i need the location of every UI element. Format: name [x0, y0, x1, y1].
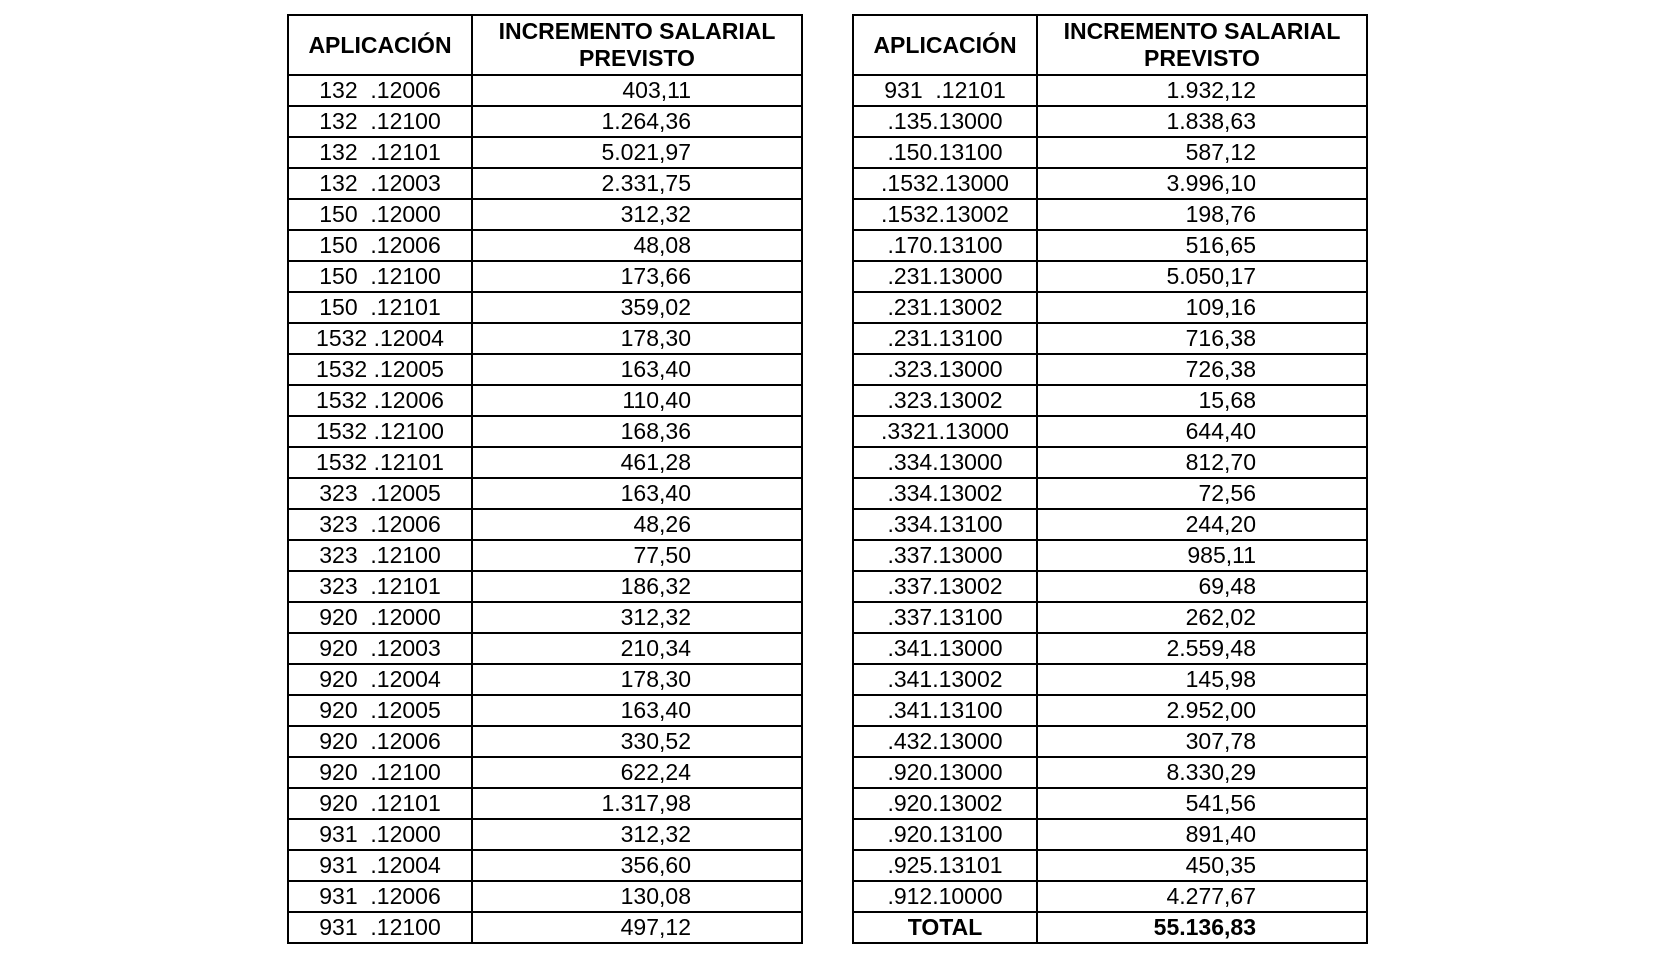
column-header-incremento: INCREMENTO SALARIAL PREVISTO	[472, 15, 802, 75]
table-row	[853, 168, 1367, 199]
aplicacion-cell: .334.13002	[853, 478, 1037, 509]
aplicacion-cell: .3321.13000	[853, 416, 1037, 447]
aplicacion-cell: .920.13100	[853, 819, 1037, 850]
table-row	[288, 602, 802, 633]
incremento-cell: 622,24	[472, 757, 802, 788]
aplicacion-cell: .337.13100	[853, 602, 1037, 633]
table-row	[288, 106, 802, 137]
table-row	[853, 75, 1367, 106]
incremento-cell: 145,98	[1037, 664, 1367, 695]
table-row	[288, 757, 802, 788]
table-row	[288, 819, 802, 850]
incremento-cell: 163,40	[472, 478, 802, 509]
table-row	[288, 447, 802, 478]
incremento-cell: 244,20	[1037, 509, 1367, 540]
table-row	[853, 106, 1367, 137]
table-row	[853, 695, 1367, 726]
aplicacion-cell: .231.13002	[853, 292, 1037, 323]
incremento-cell: 163,40	[472, 354, 802, 385]
table-row	[288, 354, 802, 385]
table-row	[288, 912, 802, 943]
incremento-cell: 1.838,63	[1037, 106, 1367, 137]
table-header-row	[288, 15, 802, 75]
table-row	[853, 199, 1367, 230]
table-row	[288, 633, 802, 664]
incremento-cell: 1.317,98	[472, 788, 802, 819]
table-row	[853, 261, 1367, 292]
aplicacion-cell: .323.13000	[853, 354, 1037, 385]
incremento-cell: 186,32	[472, 571, 802, 602]
aplicacion-cell: 1532 .12100	[288, 416, 472, 447]
incremento-cell: 541,56	[1037, 788, 1367, 819]
table-row	[288, 168, 802, 199]
incremento-cell: 2.559,48	[1037, 633, 1367, 664]
incremento-cell: 198,76	[1037, 199, 1367, 230]
aplicacion-cell: 920 .12006	[288, 726, 472, 757]
aplicacion-cell: .1532.13000	[853, 168, 1037, 199]
aplicacion-cell: 931 .12100	[288, 912, 472, 943]
aplicacion-cell: .337.13002	[853, 571, 1037, 602]
aplicacion-cell: .150.13100	[853, 137, 1037, 168]
incremento-cell: 8.330,29	[1037, 757, 1367, 788]
aplicacion-cell: 1532 .12101	[288, 447, 472, 478]
aplicacion-cell: 150 .12000	[288, 199, 472, 230]
incremento-cell: 359,02	[472, 292, 802, 323]
aplicacion-cell: 323 .12100	[288, 540, 472, 571]
aplicacion-cell: 920 .12101	[288, 788, 472, 819]
incremento-cell: 497,12	[472, 912, 802, 943]
incremento-cell: 173,66	[472, 261, 802, 292]
aplicacion-cell: 323 .12005	[288, 478, 472, 509]
incremento-cell: 726,38	[1037, 354, 1367, 385]
table-row	[853, 137, 1367, 168]
aplicacion-cell: .337.13000	[853, 540, 1037, 571]
aplicacion-cell: .1532.13002	[853, 199, 1037, 230]
aplicacion-cell: 323 .12101	[288, 571, 472, 602]
table-row	[288, 75, 802, 106]
table-row	[288, 850, 802, 881]
table-row	[853, 819, 1367, 850]
incremento-cell: 110,40	[472, 385, 802, 416]
table-row	[853, 726, 1367, 757]
aplicacion-cell: 1532 .12004	[288, 323, 472, 354]
incremento-cell: 262,02	[1037, 602, 1367, 633]
incremento-cell: 716,38	[1037, 323, 1367, 354]
aplicacion-cell: .912.10000	[853, 881, 1037, 912]
aplicacion-cell: .334.13000	[853, 447, 1037, 478]
aplicacion-cell: .231.13000	[853, 261, 1037, 292]
table-row	[853, 788, 1367, 819]
aplicacion-cell: 931 .12006	[288, 881, 472, 912]
aplicacion-cell: 931 .12101	[853, 75, 1037, 106]
incremento-cell: 77,50	[472, 540, 802, 571]
aplicacion-cell: .135.13000	[853, 106, 1037, 137]
incremento-cell: 985,11	[1037, 540, 1367, 571]
aplicacion-cell: .334.13100	[853, 509, 1037, 540]
aplicacion-cell: .432.13000	[853, 726, 1037, 757]
table-row	[288, 292, 802, 323]
aplicacion-cell: 920 .12000	[288, 602, 472, 633]
table-header-row	[853, 15, 1367, 75]
table-row	[288, 199, 802, 230]
incremento-cell: 812,70	[1037, 447, 1367, 478]
table-row	[288, 664, 802, 695]
salary-increase-table-right	[852, 14, 1368, 944]
table-row	[288, 509, 802, 540]
table-row	[853, 416, 1367, 447]
aplicacion-cell: .341.13000	[853, 633, 1037, 664]
table-row	[853, 540, 1367, 571]
incremento-cell: 516,65	[1037, 230, 1367, 261]
column-header-aplicacion: APLICACIÓN	[288, 15, 472, 75]
incremento-cell: 109,16	[1037, 292, 1367, 323]
table-row	[853, 602, 1367, 633]
table-row	[288, 416, 802, 447]
table-row	[853, 571, 1367, 602]
incremento-cell: 644,40	[1037, 416, 1367, 447]
aplicacion-cell: .323.13002	[853, 385, 1037, 416]
aplicacion-cell: 920 .12004	[288, 664, 472, 695]
table-row	[288, 478, 802, 509]
aplicacion-cell: .920.13000	[853, 757, 1037, 788]
incremento-cell: 312,32	[472, 199, 802, 230]
aplicacion-cell: 150 .12006	[288, 230, 472, 261]
table-row	[853, 354, 1367, 385]
incremento-cell: 48,08	[472, 230, 802, 261]
incremento-cell: 891,40	[1037, 819, 1367, 850]
incremento-cell: 5.050,17	[1037, 261, 1367, 292]
incremento-cell: 330,52	[472, 726, 802, 757]
table-row	[288, 230, 802, 261]
table-row	[288, 385, 802, 416]
aplicacion-cell: 920 .12100	[288, 757, 472, 788]
incremento-cell: 356,60	[472, 850, 802, 881]
incremento-cell: 1.264,36	[472, 106, 802, 137]
aplicacion-cell: 1532 .12006	[288, 385, 472, 416]
aplicacion-cell: 150 .12100	[288, 261, 472, 292]
table-row	[853, 230, 1367, 261]
incremento-cell: 4.277,67	[1037, 881, 1367, 912]
table-row	[853, 385, 1367, 416]
aplicacion-cell: 920 .12003	[288, 633, 472, 664]
incremento-cell: 48,26	[472, 509, 802, 540]
aplicacion-cell: 132 .12006	[288, 75, 472, 106]
column-header-aplicacion: APLICACIÓN	[853, 15, 1037, 75]
table-row	[853, 881, 1367, 912]
table-row	[853, 850, 1367, 881]
aplicacion-cell: .341.13002	[853, 664, 1037, 695]
incremento-cell: 2.331,75	[472, 168, 802, 199]
aplicacion-cell: 132 .12100	[288, 106, 472, 137]
table-row	[853, 292, 1367, 323]
table-row	[288, 137, 802, 168]
table-row	[288, 323, 802, 354]
incremento-cell: 312,32	[472, 819, 802, 850]
incremento-cell: 178,30	[472, 664, 802, 695]
incremento-cell: 587,12	[1037, 137, 1367, 168]
incremento-cell: 1.932,12	[1037, 75, 1367, 106]
incremento-cell: 168,36	[472, 416, 802, 447]
total-label: TOTAL	[853, 912, 1037, 943]
incremento-cell: 69,48	[1037, 571, 1367, 602]
aplicacion-cell: 931 .12000	[288, 819, 472, 850]
aplicacion-cell: 1532 .12005	[288, 354, 472, 385]
table-row	[853, 757, 1367, 788]
table-row	[288, 540, 802, 571]
aplicacion-cell: 132 .12101	[288, 137, 472, 168]
aplicacion-cell: 931 .12004	[288, 850, 472, 881]
table-row	[288, 695, 802, 726]
table-row	[853, 633, 1367, 664]
incremento-cell: 210,34	[472, 633, 802, 664]
salary-increase-table-left	[287, 14, 803, 944]
incremento-cell: 312,32	[472, 602, 802, 633]
aplicacion-cell: 132 .12003	[288, 168, 472, 199]
aplicacion-cell: .920.13002	[853, 788, 1037, 819]
incremento-cell: 3.996,10	[1037, 168, 1367, 199]
column-header-incremento: INCREMENTO SALARIAL PREVISTO	[1037, 15, 1367, 75]
incremento-cell: 307,78	[1037, 726, 1367, 757]
incremento-cell: 163,40	[472, 695, 802, 726]
aplicacion-cell: 150 .12101	[288, 292, 472, 323]
table-row	[288, 571, 802, 602]
incremento-cell: 403,11	[472, 75, 802, 106]
incremento-cell: 15,68	[1037, 385, 1367, 416]
incremento-cell: 178,30	[472, 323, 802, 354]
total-value: 55.136,83	[1037, 912, 1367, 943]
aplicacion-cell: 920 .12005	[288, 695, 472, 726]
table-row	[853, 509, 1367, 540]
incremento-cell: 5.021,97	[472, 137, 802, 168]
incremento-cell: 72,56	[1037, 478, 1367, 509]
table-row	[853, 478, 1367, 509]
aplicacion-cell: .170.13100	[853, 230, 1037, 261]
aplicacion-cell: .925.13101	[853, 850, 1037, 881]
table-row	[288, 261, 802, 292]
aplicacion-cell: .341.13100	[853, 695, 1037, 726]
incremento-cell: 2.952,00	[1037, 695, 1367, 726]
table-row	[288, 881, 802, 912]
table-row	[853, 447, 1367, 478]
table-row	[853, 323, 1367, 354]
table-row	[288, 726, 802, 757]
aplicacion-cell: .231.13100	[853, 323, 1037, 354]
aplicacion-cell: 323 .12006	[288, 509, 472, 540]
incremento-cell: 450,35	[1037, 850, 1367, 881]
incremento-cell: 130,08	[472, 881, 802, 912]
incremento-cell: 461,28	[472, 447, 802, 478]
total-row	[853, 912, 1367, 943]
table-row	[288, 788, 802, 819]
table-row	[853, 664, 1367, 695]
